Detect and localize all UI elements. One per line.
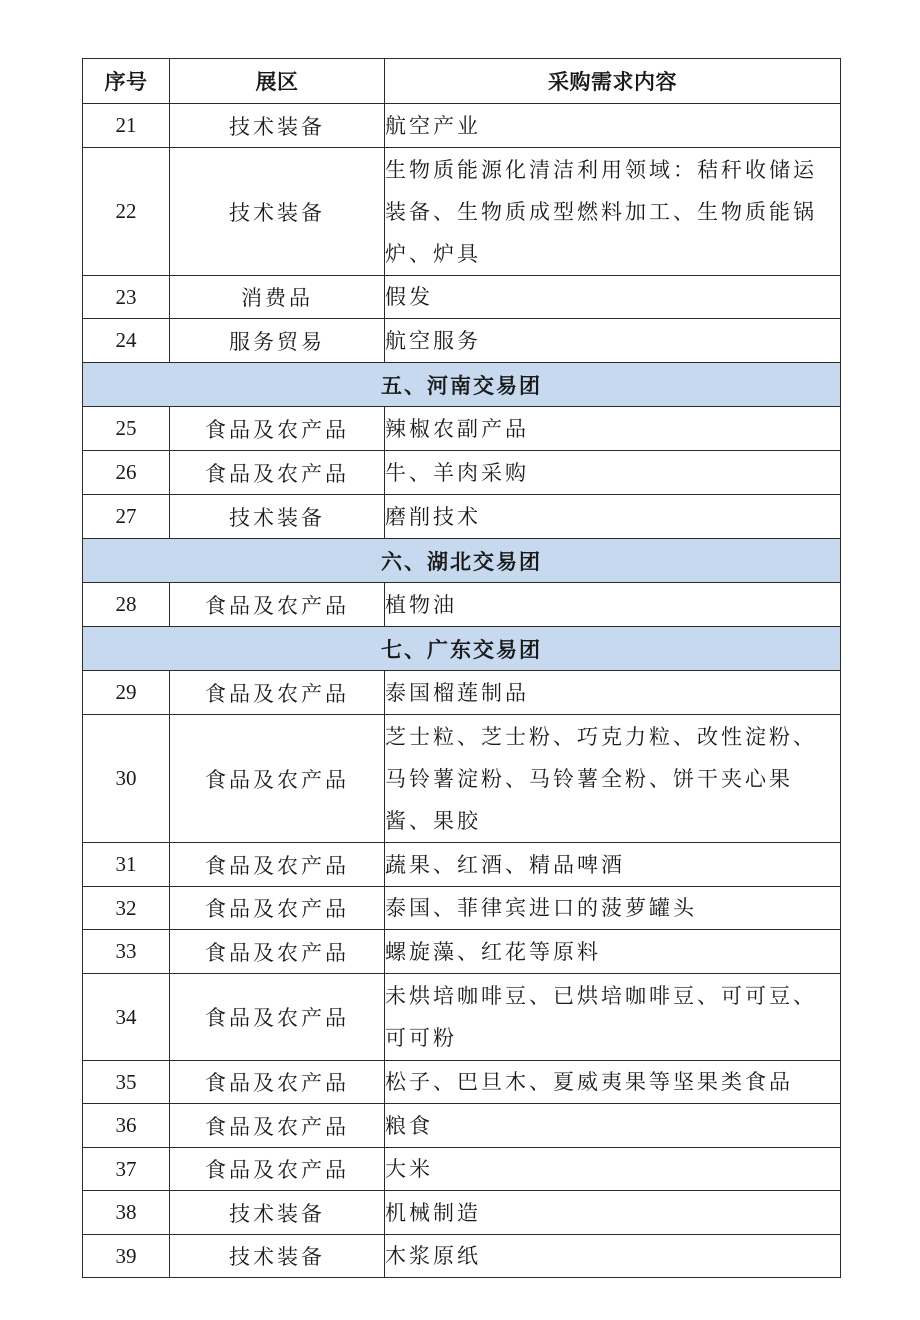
table-row xyxy=(83,1061,841,1104)
table-row xyxy=(83,451,841,495)
table-row xyxy=(83,495,841,539)
row-number: 29 xyxy=(83,671,170,715)
table-row xyxy=(83,407,841,451)
table-row xyxy=(83,843,841,887)
row-content: 航空产业 xyxy=(385,104,841,148)
row-number: 39 xyxy=(83,1235,170,1278)
row-number: 23 xyxy=(83,276,170,319)
row-number: 34 xyxy=(83,974,170,1061)
row-number: 26 xyxy=(83,451,170,495)
row-number: 24 xyxy=(83,319,170,363)
row-content: 泰国榴莲制品 xyxy=(385,671,841,715)
row-number: 25 xyxy=(83,407,170,451)
table-row xyxy=(83,1191,841,1235)
row-zone: 技术装备 xyxy=(170,1235,385,1278)
table-row xyxy=(83,671,841,715)
table-header-row xyxy=(83,59,841,104)
table-row xyxy=(83,1148,841,1191)
row-number: 22 xyxy=(83,148,170,276)
table-row xyxy=(83,319,841,363)
section-title: 七、广东交易团 xyxy=(83,627,841,671)
row-number: 30 xyxy=(83,715,170,843)
table-row xyxy=(83,148,841,276)
row-content: 生物质能源化清洁利用领域：秸秆收储运装备、生物质成型燃料加工、生物质能锅炉、炉具 xyxy=(385,148,841,276)
row-number: 37 xyxy=(83,1148,170,1191)
table-row xyxy=(83,276,841,319)
table-row xyxy=(83,1235,841,1278)
row-zone: 食品及农产品 xyxy=(170,1148,385,1191)
table-row xyxy=(83,583,841,627)
section-title: 五、河南交易团 xyxy=(83,363,841,407)
table-row xyxy=(83,974,841,1061)
row-content: 牛、羊肉采购 xyxy=(385,451,841,495)
procurement-table xyxy=(82,58,841,1278)
table-row xyxy=(83,930,841,974)
row-number: 35 xyxy=(83,1061,170,1104)
row-content: 假发 xyxy=(385,276,841,319)
table-row xyxy=(83,887,841,930)
header-zone: 展区 xyxy=(170,59,385,104)
row-zone: 食品及农产品 xyxy=(170,974,385,1061)
row-content: 泰国、菲律宾进口的菠萝罐头 xyxy=(385,887,841,930)
row-zone: 食品及农产品 xyxy=(170,1104,385,1148)
row-content: 辣椒农副产品 xyxy=(385,407,841,451)
row-zone: 食品及农产品 xyxy=(170,930,385,974)
section-title: 六、湖北交易团 xyxy=(83,539,841,583)
row-zone: 食品及农产品 xyxy=(170,671,385,715)
row-zone: 技术装备 xyxy=(170,104,385,148)
row-zone: 食品及农产品 xyxy=(170,715,385,843)
row-zone: 食品及农产品 xyxy=(170,583,385,627)
row-number: 32 xyxy=(83,887,170,930)
row-number: 33 xyxy=(83,930,170,974)
row-content: 松子、巴旦木、夏威夷果等坚果类食品 xyxy=(385,1061,841,1104)
row-content: 磨削技术 xyxy=(385,495,841,539)
row-number: 21 xyxy=(83,104,170,148)
row-number: 28 xyxy=(83,583,170,627)
row-zone: 食品及农产品 xyxy=(170,1061,385,1104)
header-content: 采购需求内容 xyxy=(385,59,841,104)
row-zone: 技术装备 xyxy=(170,495,385,539)
section-row xyxy=(83,363,841,407)
row-number: 27 xyxy=(83,495,170,539)
row-content: 大米 xyxy=(385,1148,841,1191)
row-number: 36 xyxy=(83,1104,170,1148)
row-zone: 消费品 xyxy=(170,276,385,319)
row-content: 植物油 xyxy=(385,583,841,627)
table-row xyxy=(83,104,841,148)
row-content: 粮食 xyxy=(385,1104,841,1148)
row-content: 木浆原纸 xyxy=(385,1235,841,1278)
row-zone: 技术装备 xyxy=(170,1191,385,1235)
header-num: 序号 xyxy=(83,59,170,104)
table-row xyxy=(83,715,841,843)
row-number: 31 xyxy=(83,843,170,887)
row-content: 蔬果、红酒、精品啤酒 xyxy=(385,843,841,887)
row-zone: 食品及农产品 xyxy=(170,887,385,930)
row-number: 38 xyxy=(83,1191,170,1235)
row-content: 芝士粒、芝士粉、巧克力粒、改性淀粉、马铃薯淀粉、马铃薯全粉、饼干夹心果酱、果胶 xyxy=(385,715,841,843)
row-content: 机械制造 xyxy=(385,1191,841,1235)
row-zone: 食品及农产品 xyxy=(170,407,385,451)
section-row xyxy=(83,539,841,583)
row-content: 未烘培咖啡豆、已烘培咖啡豆、可可豆、可可粉 xyxy=(385,974,841,1061)
table-row xyxy=(83,1104,841,1148)
row-content: 航空服务 xyxy=(385,319,841,363)
row-content: 螺旋藻、红花等原料 xyxy=(385,930,841,974)
row-zone: 食品及农产品 xyxy=(170,843,385,887)
row-zone: 食品及农产品 xyxy=(170,451,385,495)
row-zone: 技术装备 xyxy=(170,148,385,276)
section-row xyxy=(83,627,841,671)
row-zone: 服务贸易 xyxy=(170,319,385,363)
